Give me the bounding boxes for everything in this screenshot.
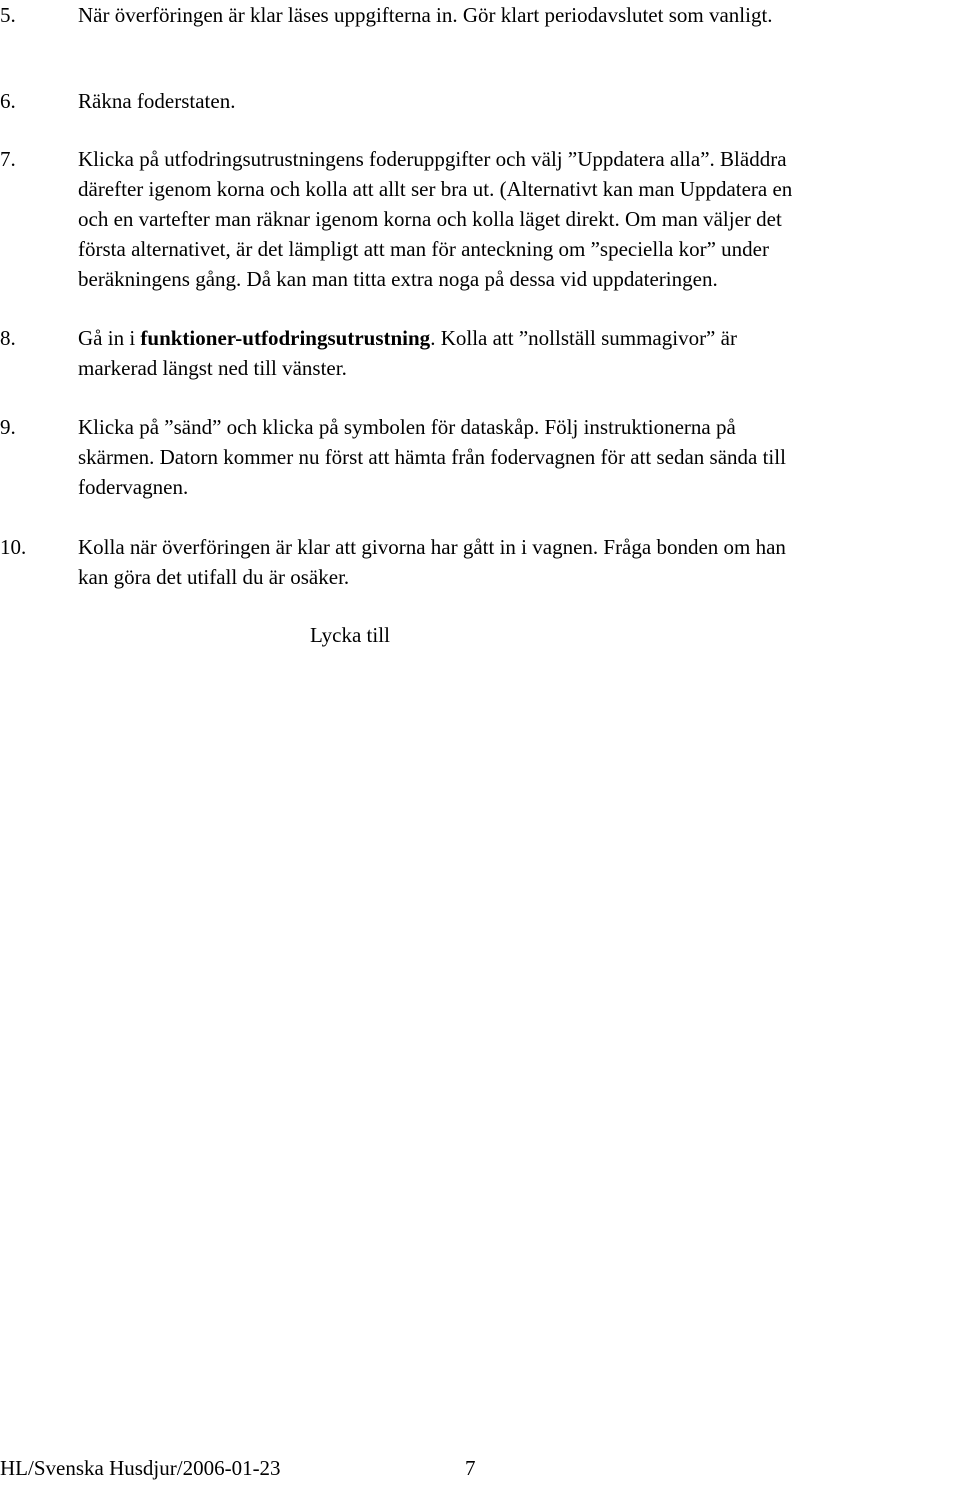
list-item-5 [0,0,960,30]
item-number: 6. [0,89,16,113]
item-text-line: kan göra det utifall du är osäker. [78,565,350,589]
item-number: 5. [0,3,16,27]
page-footer [0,1453,520,1483]
item-number: 10. [0,535,27,559]
item-text-line: Kolla när överföringen är klar att givorna har gått in i vagnen. Fråga bonden om han [78,535,786,559]
page-number: 7 [465,1456,476,1480]
item-text-segment: Gå in i [78,326,141,350]
item-text-line: Klicka på ”sänd” och klicka på symbolen för dataskåp. Följ instruktionerna på [78,415,736,439]
item-text-line: Räkna foderstaten. [78,89,236,113]
item-text-segment: . Kolla att ”nollställ summagivor” är [430,326,737,350]
list-item-10 [0,532,960,592]
list-item-6 [0,86,960,116]
item-text-line: När överföringen är klar läses uppgifterna in. Gör klart periodavslutet som vanligt. [78,3,773,27]
item-text-line: markerad längst ned till vänster. [78,356,347,380]
item-text-line: därefter igenom korna och kolla att allt ser bra ut. (Alternativt kan man Uppdatera en [78,177,793,201]
closing-text: Lycka till [310,623,390,647]
list-item-9 [0,412,960,502]
item-text-line [78,323,958,353]
item-text-line: beräkningens gång. Då kan man titta extra noga på dessa vid uppdateringen. [78,267,718,291]
list-item-8 [0,323,960,383]
menu-path-bold: funktioner-utfodringsutrustning [140,326,431,350]
list-item-7 [0,144,960,294]
item-text-line: och en vartefter man räknar igenom korna och kolla läget direkt. Om man väljer det [78,207,782,231]
item-number: 8. [0,326,16,350]
item-text-line: första alternativet, är det lämpligt att man för anteckning om ”speciella kor” under [78,237,769,261]
footer-text: HL/Svenska Husdjur/2006-01-23 [0,1456,281,1480]
item-text-line: Klicka på utfodringsutrustningens foderuppgifter och välj ”Uppdatera alla”. Bläddra [78,147,787,171]
item-text-line: fodervagnen. [78,475,189,499]
item-number: 7. [0,147,16,171]
item-text-line: skärmen. Datorn kommer nu först att hämta från fodervagnen för att sedan sända till [78,445,786,469]
item-number: 9. [0,415,16,439]
